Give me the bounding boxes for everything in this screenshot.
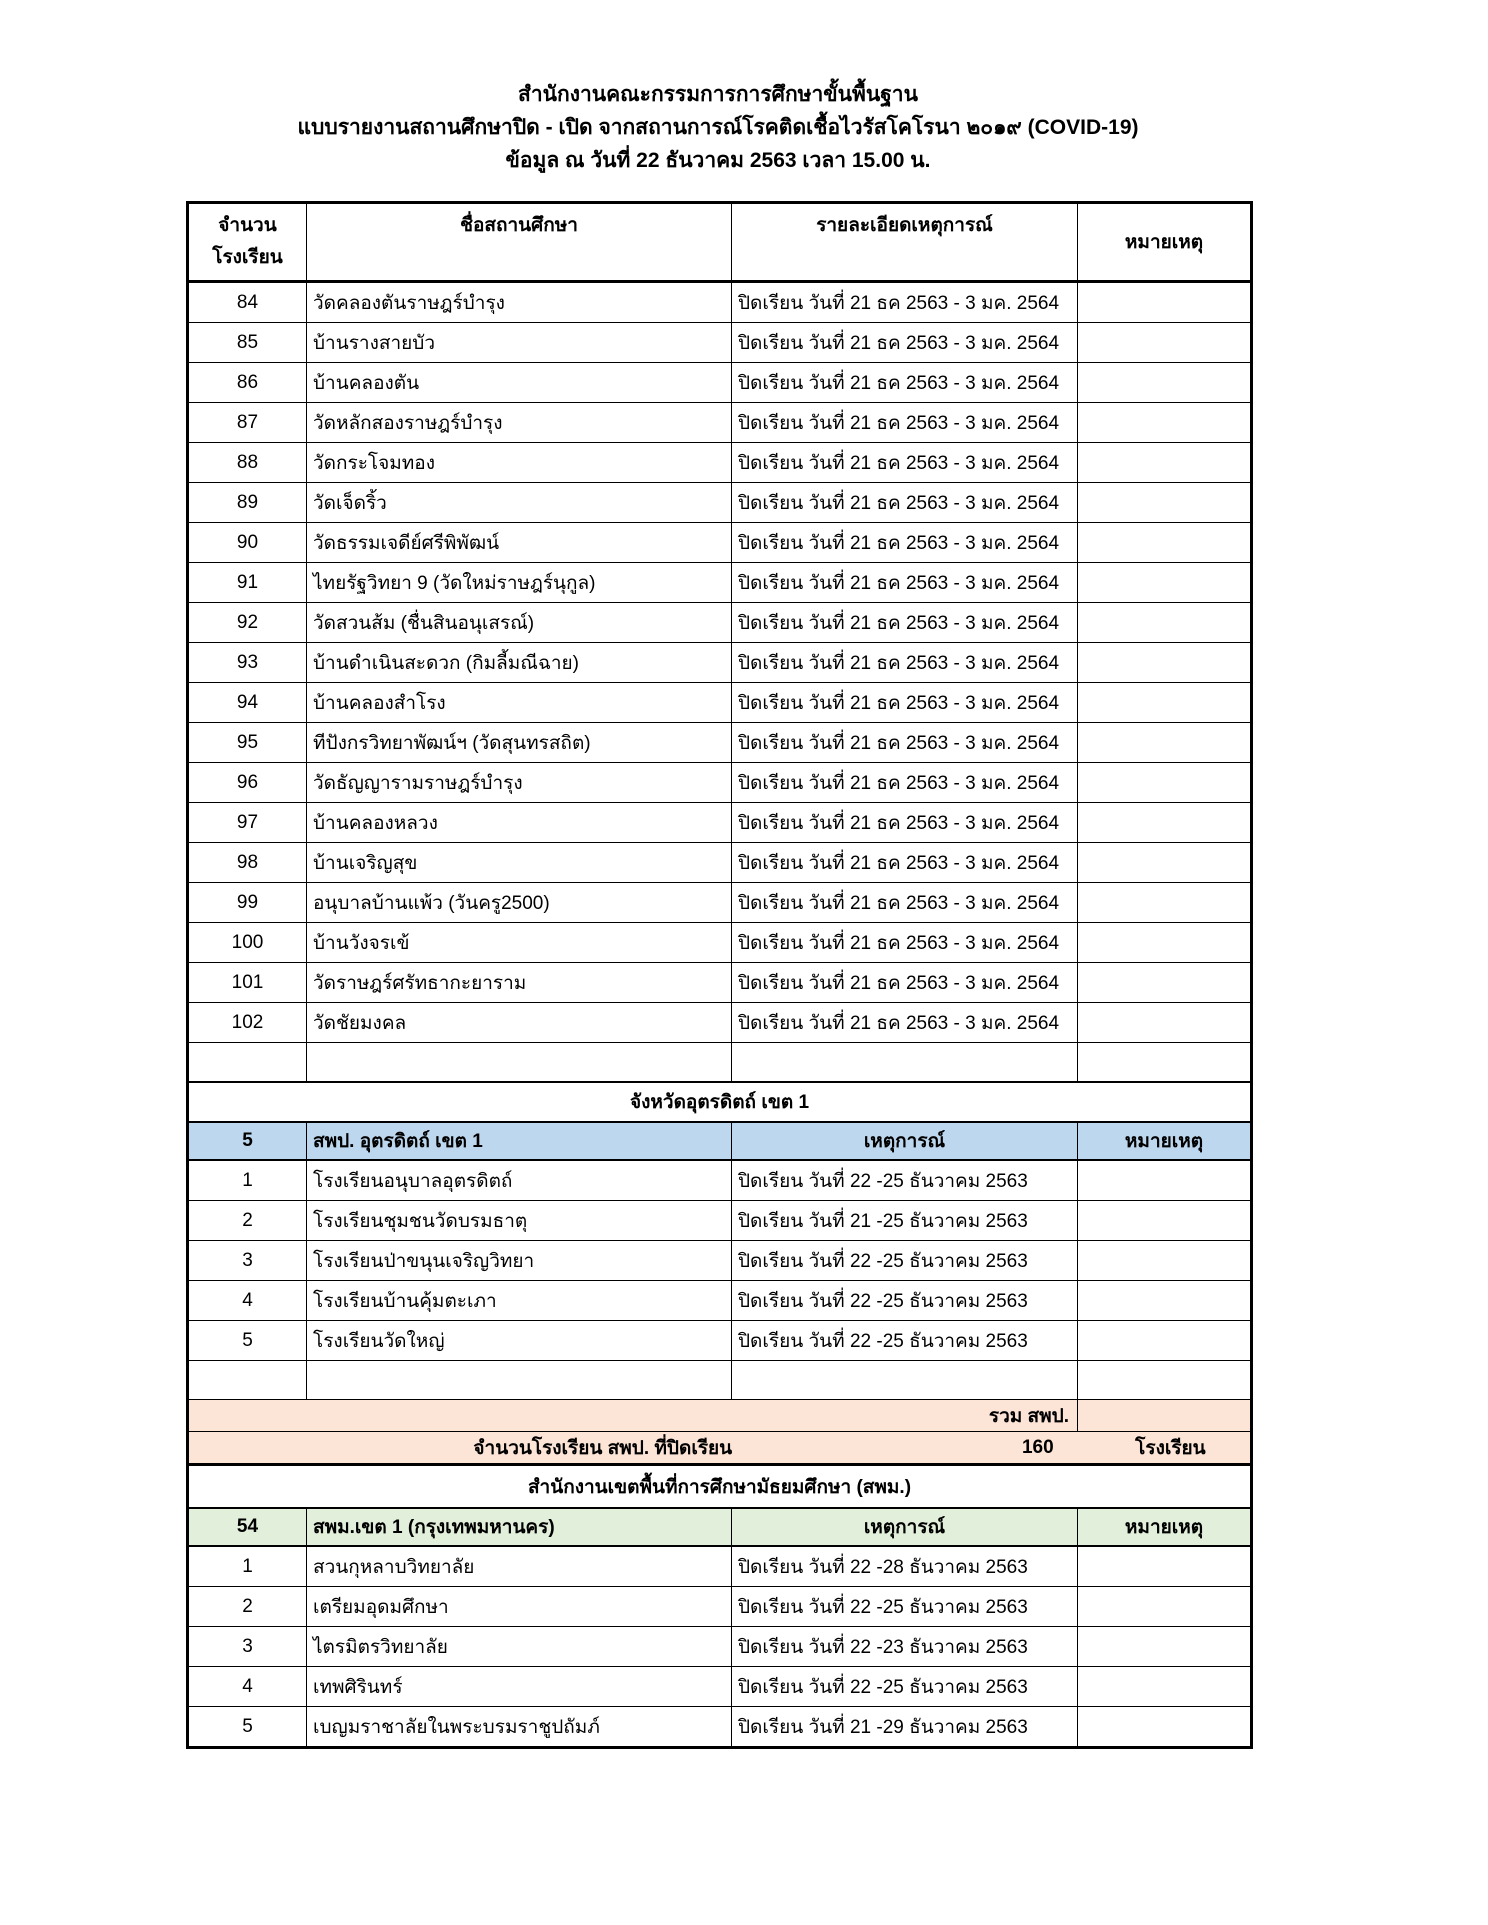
- report-sheet: [186, 0, 1250, 1749]
- note-cell: [1078, 282, 1252, 323]
- closure-detail: ปิดเรียน วันที่ 21 ธค 2563 - 3 มค. 2564: [732, 843, 1078, 883]
- row-number: 3: [188, 1627, 307, 1667]
- school-name: บ้านดำเนินสะดวก (กิมลี้มณีฉาย): [307, 643, 732, 683]
- closure-detail: ปิดเรียน วันที่ 21 ธค 2563 - 3 มค. 2564: [732, 563, 1078, 603]
- closure-detail: ปิดเรียน วันที่ 21 ธค 2563 - 3 มค. 2564: [732, 643, 1078, 683]
- row-number: 1: [188, 1160, 307, 1201]
- school-name: วัดราษฎร์ศรัทธากะยาราม: [307, 963, 732, 1003]
- table-row: [188, 403, 1252, 443]
- row-number: 89: [188, 483, 307, 523]
- spm-section-title: สำนักงานเขตพื้นที่การศึกษามัธยมศึกษา (สพม.): [188, 1465, 1252, 1509]
- row-number: 90: [188, 523, 307, 563]
- note-cell: [1078, 323, 1252, 363]
- row-number: 4: [188, 1667, 307, 1707]
- closure-detail: ปิดเรียน วันที่ 22 -28 ธันวาคม 2563: [732, 1546, 1078, 1587]
- school-name: วัดเจ็ดริ้ว: [307, 483, 732, 523]
- row-number: 2: [188, 1201, 307, 1241]
- row-number: 98: [188, 843, 307, 883]
- note-cell: [1078, 1627, 1252, 1667]
- table-row: [188, 1281, 1252, 1321]
- school-name: ทีปังกรวิทยาพัฒน์ฯ (วัดสุนทรสถิต): [307, 723, 732, 763]
- note-cell: [1078, 1321, 1252, 1361]
- note-cell: [1078, 843, 1252, 883]
- table-row: [188, 1241, 1252, 1281]
- column-header-count: [188, 203, 307, 282]
- table-row: [188, 923, 1252, 963]
- table-row: [188, 1201, 1252, 1241]
- school-name: บ้านรางสายบัว: [307, 323, 732, 363]
- note-cell: [1078, 563, 1252, 603]
- table-row: [188, 1160, 1252, 1201]
- note-cell: [1078, 1587, 1252, 1627]
- row-number: 88: [188, 443, 307, 483]
- closure-detail: ปิดเรียน วันที่ 22 -25 ธันวาคม 2563: [732, 1160, 1078, 1201]
- note-cell: [1078, 1400, 1252, 1432]
- row-number: 5: [188, 1707, 307, 1748]
- empty-cell: [732, 1043, 1078, 1083]
- uttaradit-header-row: [188, 1122, 1252, 1160]
- note-cell: [1078, 363, 1252, 403]
- note-cell: [1078, 523, 1252, 563]
- school-name: วัดกระโจมทอง: [307, 443, 732, 483]
- school-closure-table: [186, 201, 1253, 1749]
- note-cell: [1078, 443, 1252, 483]
- section-title-row: [188, 1465, 1252, 1509]
- table-row: [188, 1627, 1252, 1667]
- school-name: วัดหลักสองราษฎร์บำรุง: [307, 403, 732, 443]
- total-schools-value: 160: [1021, 1436, 1054, 1458]
- closure-detail: ปิดเรียน วันที่ 21 ธค 2563 - 3 มค. 2564: [732, 363, 1078, 403]
- note-cell: [1078, 1003, 1252, 1043]
- closure-detail: ปิดเรียน วันที่ 21 ธค 2563 - 3 มค. 2564: [732, 683, 1078, 723]
- school-name: เตรียมอุดมศึกษา: [307, 1587, 732, 1627]
- empty-row: [188, 1361, 1252, 1400]
- closure-detail: ปิดเรียน วันที่ 22 -25 ธันวาคม 2563: [732, 1241, 1078, 1281]
- table-row: [188, 603, 1252, 643]
- row-number: 92: [188, 603, 307, 643]
- note-cell: [1078, 483, 1252, 523]
- school-name: บ้านเจริญสุข: [307, 843, 732, 883]
- row-number: 84: [188, 282, 307, 323]
- closure-detail: ปิดเรียน วันที่ 21 ธค 2563 - 3 มค. 2564: [732, 282, 1078, 323]
- total-cell: [188, 1432, 1252, 1465]
- empty-cell: [188, 1361, 307, 1400]
- row-number: 94: [188, 683, 307, 723]
- row-number: 100: [188, 923, 307, 963]
- note-cell: [1078, 643, 1252, 683]
- closure-detail: ปิดเรียน วันที่ 22 -23 ธันวาคม 2563: [732, 1627, 1078, 1667]
- spm-header-row: [188, 1508, 1252, 1546]
- row-number: 4: [188, 1281, 307, 1321]
- school-name: บ้านคลองหลวง: [307, 803, 732, 843]
- row-number: 5: [188, 1321, 307, 1361]
- school-name: วัดสวนส้ม (ชื่นสินอนุเสรณ์): [307, 603, 732, 643]
- table-row: [188, 282, 1252, 323]
- row-number: 2: [188, 1587, 307, 1627]
- column-header-detail: รายละเอียดเหตุการณ์: [732, 203, 1078, 282]
- table-row: [188, 883, 1252, 923]
- row-number: 87: [188, 403, 307, 443]
- note-cell: [1078, 603, 1252, 643]
- empty-cell: [732, 1361, 1078, 1400]
- row-number: 97: [188, 803, 307, 843]
- closure-detail: ปิดเรียน วันที่ 21 -29 ธันวาคม 2563: [732, 1707, 1078, 1748]
- closure-detail: ปิดเรียน วันที่ 21 ธค 2563 - 3 มค. 2564: [732, 963, 1078, 1003]
- note-cell: [1078, 1160, 1252, 1201]
- table-row: [188, 683, 1252, 723]
- closure-detail: ปิดเรียน วันที่ 21 ธค 2563 - 3 มค. 2564: [732, 523, 1078, 563]
- note-cell: [1078, 763, 1252, 803]
- empty-cell: [188, 1043, 307, 1083]
- table-row: [188, 523, 1252, 563]
- table-row: [188, 803, 1252, 843]
- closure-detail: ปิดเรียน วันที่ 21 ธค 2563 - 3 มค. 2564: [732, 443, 1078, 483]
- table-row: [188, 323, 1252, 363]
- table-row: [188, 483, 1252, 523]
- table-row: [188, 843, 1252, 883]
- table-row: [188, 1003, 1252, 1043]
- school-name: เบญมราชาลัยในพระบรมราชูปถัมภ์: [307, 1707, 732, 1748]
- school-name: โรงเรียนชุมชนวัดบรมธาตุ: [307, 1201, 732, 1241]
- row-number: 3: [188, 1241, 307, 1281]
- school-name: โรงเรียนอนุบาลอุตรดิตถ์: [307, 1160, 732, 1201]
- school-name: อนุบาลบ้านแพ้ว (วันครู2500): [307, 883, 732, 923]
- note-cell: [1078, 1241, 1252, 1281]
- report-header: [186, 78, 1250, 177]
- total-schools-unit: โรงเรียน: [1135, 1437, 1206, 1459]
- note-cell: [1078, 1707, 1252, 1748]
- closure-detail: ปิดเรียน วันที่ 21 ธค 2563 - 3 มค. 2564: [732, 923, 1078, 963]
- school-name: โรงเรียนป่าขนุนเจริญวิทยา: [307, 1241, 732, 1281]
- closure-detail: ปิดเรียน วันที่ 22 -25 ธันวาคม 2563: [732, 1281, 1078, 1321]
- closure-detail: ปิดเรียน วันที่ 21 ธค 2563 - 3 มค. 2564: [732, 603, 1078, 643]
- uttaradit-section-title: จังหวัดอุตรดิตถ์ เขต 1: [188, 1082, 1252, 1122]
- column-header-school: ชื่อสถานศึกษา: [307, 203, 732, 282]
- closure-detail: ปิดเรียน วันที่ 21 ธค 2563 - 3 มค. 2564: [732, 1003, 1078, 1043]
- closure-detail: ปิดเรียน วันที่ 21 ธค 2563 - 3 มค. 2564: [732, 483, 1078, 523]
- district-name: สพป. อุตรดิตถ์ เขต 1: [307, 1122, 732, 1160]
- note-column-header: หมายเหตุ: [1078, 1508, 1252, 1546]
- row-number: 96: [188, 763, 307, 803]
- sum-sppk-label: รวม สพป.: [188, 1400, 1078, 1432]
- table-row: [188, 443, 1252, 483]
- district-name: สพม.เขต 1 (กรุงเทพมหานคร): [307, 1508, 732, 1546]
- table-row: [188, 1321, 1252, 1361]
- closure-detail: ปิดเรียน วันที่ 22 -25 ธันวาคม 2563: [732, 1321, 1078, 1361]
- closure-detail: ปิดเรียน วันที่ 21 ธค 2563 - 3 มค. 2564: [732, 803, 1078, 843]
- school-name: วัดคลองตันราษฎร์บำรุง: [307, 282, 732, 323]
- page-subtitle: แบบรายงานสถานศึกษาปิด - เปิด จากสถานการณ์โรคติดเชื้อไวรัสโคโรนา ๒๐๑๙ (COVID-19): [297, 116, 1139, 139]
- row-number: 1: [188, 1546, 307, 1587]
- table-row: [188, 723, 1252, 763]
- table-row: [188, 1707, 1252, 1748]
- row-number: 86: [188, 363, 307, 403]
- school-name: วัดชัยมงคล: [307, 1003, 732, 1043]
- note-cell: [1078, 403, 1252, 443]
- row-number: 99: [188, 883, 307, 923]
- total-schools-label: จำนวนโรงเรียน สพป. ที่ปิดเรียน: [473, 1437, 733, 1459]
- table-row: [188, 563, 1252, 603]
- school-name: เทพศิรินทร์: [307, 1667, 732, 1707]
- school-name: วัดธัญญารามราษฎร์บำรุง: [307, 763, 732, 803]
- empty-cell: [307, 1361, 732, 1400]
- school-name: สวนกุหลาบวิทยาลัย: [307, 1546, 732, 1587]
- note-column-header: หมายเหตุ: [1078, 1122, 1252, 1160]
- school-name: บ้านคลองสำโรง: [307, 683, 732, 723]
- page-title: สำนักงานคณะกรรมการการศึกษาขั้นพื้นฐาน: [518, 83, 918, 106]
- note-cell: [1078, 923, 1252, 963]
- empty-cell: [1078, 1043, 1252, 1083]
- note-cell: [1078, 723, 1252, 763]
- event-column-header: เหตุการณ์: [732, 1122, 1078, 1160]
- school-name: โรงเรียนบ้านคุ้มตะเภา: [307, 1281, 732, 1321]
- note-cell: [1078, 1667, 1252, 1707]
- column-header-note: หมายเหตุ: [1078, 203, 1252, 282]
- empty-cell: [307, 1043, 732, 1083]
- report-date-line: ข้อมูล ณ วันที่ 22 ธันวาคม 2563 เวลา 15.00 น.: [505, 149, 931, 172]
- column-header-count-line2: โรงเรียน: [212, 247, 283, 268]
- table-row: [188, 763, 1252, 803]
- closure-detail: ปิดเรียน วันที่ 22 -25 ธันวาคม 2563: [732, 1667, 1078, 1707]
- closure-detail: ปิดเรียน วันที่ 21 ธค 2563 - 3 มค. 2564: [732, 763, 1078, 803]
- row-number: 101: [188, 963, 307, 1003]
- table-header-row: [188, 203, 1252, 282]
- row-number: 91: [188, 563, 307, 603]
- row-number: 93: [188, 643, 307, 683]
- closure-detail: ปิดเรียน วันที่ 22 -25 ธันวาคม 2563: [732, 1587, 1078, 1627]
- note-cell: [1078, 883, 1252, 923]
- district-school-count: 54: [188, 1508, 307, 1546]
- district-school-count: 5: [188, 1122, 307, 1160]
- event-column-header: เหตุการณ์: [732, 1508, 1078, 1546]
- note-cell: [1078, 1281, 1252, 1321]
- note-cell: [1078, 683, 1252, 723]
- table-row: [188, 643, 1252, 683]
- note-cell: [1078, 963, 1252, 1003]
- closure-detail: ปิดเรียน วันที่ 21 ธค 2563 - 3 มค. 2564: [732, 723, 1078, 763]
- total-row: [188, 1432, 1252, 1465]
- row-number: 95: [188, 723, 307, 763]
- closure-detail: ปิดเรียน วันที่ 21 -25 ธันวาคม 2563: [732, 1201, 1078, 1241]
- table-row: [188, 963, 1252, 1003]
- school-name: โรงเรียนวัดใหญ่: [307, 1321, 732, 1361]
- closure-detail: ปิดเรียน วันที่ 21 ธค 2563 - 3 มค. 2564: [732, 323, 1078, 363]
- note-cell: [1078, 1546, 1252, 1587]
- table-row: [188, 1667, 1252, 1707]
- table-row: [188, 1587, 1252, 1627]
- row-number: 85: [188, 323, 307, 363]
- closure-detail: ปิดเรียน วันที่ 21 ธค 2563 - 3 มค. 2564: [732, 883, 1078, 923]
- school-name: ไตรมิตรวิทยาลัย: [307, 1627, 732, 1667]
- table-row: [188, 1546, 1252, 1587]
- column-header-count-line1: จำนวน: [218, 215, 277, 236]
- section-title-row: [188, 1082, 1252, 1122]
- school-name: วัดธรรมเจดีย์ศรีพิพัฒน์: [307, 523, 732, 563]
- empty-cell: [1078, 1361, 1252, 1400]
- school-name: บ้านวังจรเข้: [307, 923, 732, 963]
- note-cell: [1078, 803, 1252, 843]
- sum-row: [188, 1400, 1252, 1432]
- note-cell: [1078, 1201, 1252, 1241]
- empty-row: [188, 1043, 1252, 1083]
- school-name: บ้านคลองตัน: [307, 363, 732, 403]
- table-row: [188, 363, 1252, 403]
- row-number: 102: [188, 1003, 307, 1043]
- closure-detail: ปิดเรียน วันที่ 21 ธค 2563 - 3 มค. 2564: [732, 403, 1078, 443]
- school-name: ไทยรัฐวิทยา 9 (วัดใหม่ราษฎร์นุกูล): [307, 563, 732, 603]
